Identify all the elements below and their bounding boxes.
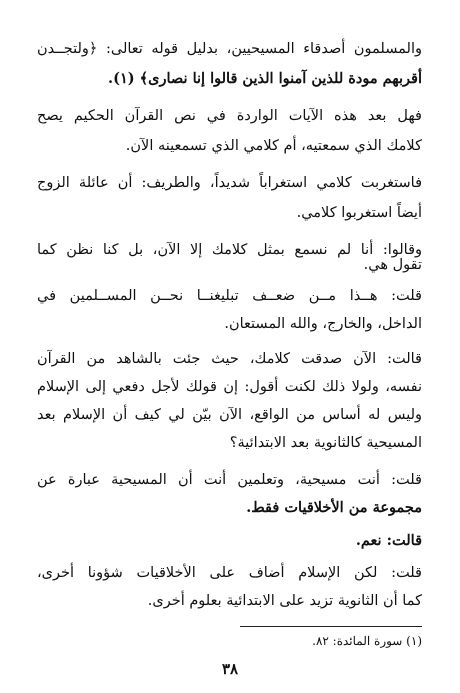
text-line: قالت: نعم. [355, 532, 422, 549]
text-line: المسيحية كالثانوية بعد الابتدائية؟ [229, 435, 422, 451]
text-line: وليس له أساس من الواقع، الآن بيّن لي كيف أن الإسلام بعد [37, 407, 422, 423]
text-line: قلت: لكن الإسلام أضاف على الأخلاقيات شؤونا أخرى، [37, 565, 422, 581]
page-number: ٣٨ [221, 660, 239, 678]
footnote: (١) سورة المائدة: ٨٢. [312, 634, 422, 648]
footnote-divider [240, 626, 422, 627]
text-line: كما أن الثانوية تزيد على الابتدائية بعلوم أخرى. [147, 593, 422, 609]
text-line: قلت: أنت مسيحية، وتعلمين أنت أن المسيحية عبارة عن [37, 472, 422, 488]
text-line: كلامك الذي سمعتيه، أم كلامي الذي تسمعينه الآن. [125, 138, 422, 154]
text-line: الداخل، والخارج، والله المستعان. [224, 316, 422, 332]
text-line: فاستغربت كلامي استغراباً شديداً، والطريف: أن عائلة الزوج [37, 175, 422, 191]
text-line: أيضاً استغربوا كلامي. [296, 205, 422, 221]
text-line: نفسه، ولولا ذلك لكنت أقول: إن قولك لأجل دفعي إلى الإسلام [37, 379, 422, 395]
text-line: قلت: هــذا مــن ضعــف تبليغنــا نحــن المســلمين في [37, 288, 422, 304]
text-line: أقربهم مودة للذين آمنوا الذين قالوا إنا نصارى﴾ (١). [108, 70, 422, 87]
text-line: مجموعة من الأخلاقيات فقط. [246, 499, 422, 516]
text-line: والمسلمون أصدقاء المسيحيين، بدليل قوله تعالى: ﴿ولتجــدن [37, 41, 422, 57]
text-line: تقول هي. [363, 257, 422, 273]
text-line: فهل بعد هذه الآيات الواردة في نص القرآن الحكيم يصح [37, 108, 422, 124]
text-line: قالت: الآن صدقت كلامك، حيث جئت بالشاهد من القرآن [37, 351, 422, 367]
text-line: وقالوا: أنا لم نسمع بمثل كلامك إلا الآن، بل كنا نظن كما [37, 242, 422, 258]
